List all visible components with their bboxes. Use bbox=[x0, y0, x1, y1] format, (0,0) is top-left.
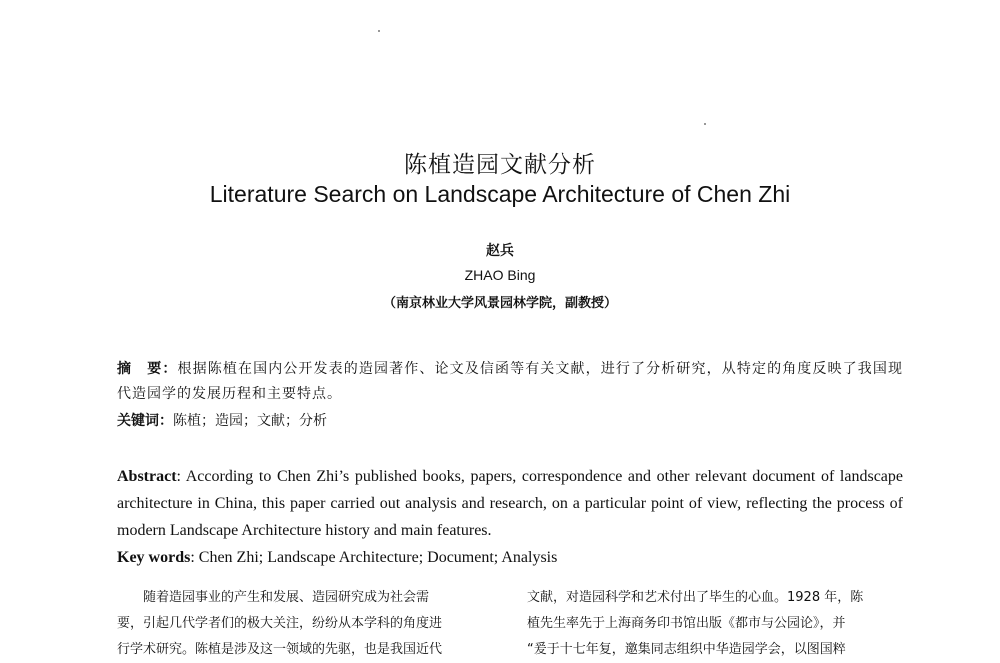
abstract-chinese bbox=[117, 357, 903, 407]
author-affiliation: （南京林业大学风景园林学院，副教授） bbox=[382, 296, 617, 311]
abstract-english-text: : According to Chen Zhi’s published books, papers, correspondence and other relevant document of landscape architecture in China, this paper carried out analysis and research, on a particular point of view, reflecting the process of modern Landscape Architecture history and main features. bbox=[117, 468, 903, 539]
scan-speck bbox=[378, 30, 380, 32]
abstract-english-label: Abstract bbox=[117, 468, 177, 485]
paper-title-english: Literature Search on Landscape Architecture of Chen Zhi bbox=[209, 181, 791, 207]
abstract-chinese-label: 摘 要： bbox=[117, 361, 178, 377]
author-name-chinese: 赵兵 bbox=[486, 243, 514, 259]
keywords-chinese-label: 关键词： bbox=[117, 413, 173, 429]
body-line: 行学术研究。陈植是涉及这一领域的先驱，也是我国近代 bbox=[117, 642, 443, 657]
body-column-right bbox=[527, 585, 903, 663]
keywords-english bbox=[117, 544, 903, 571]
scan-speck bbox=[704, 123, 706, 125]
paper-title-chinese: 陈植造园文献分析 bbox=[404, 152, 596, 178]
body-line: 文献，对造园科学和艺术付出了毕生的心血。1928 年，陈 bbox=[527, 590, 864, 605]
keywords-chinese bbox=[117, 409, 903, 434]
keywords-chinese-text: 陈植；造园；文献；分析 bbox=[173, 413, 327, 429]
body-line: 要，引起几代学者们的极大关注，纷纷从本学科的角度进 bbox=[117, 616, 443, 631]
abstract-english bbox=[117, 463, 903, 544]
author-name-english: ZHAO Bing bbox=[464, 267, 536, 283]
body-line: 植先生率先于上海商务印书馆出版《都市与公园论》，并 bbox=[527, 616, 846, 631]
body-column-left bbox=[117, 585, 493, 663]
keywords-english-label: Key words bbox=[117, 549, 191, 566]
abstract-chinese-text: 根据陈植在国内公开发表的造园著作、论文及信函等有关文献，进行了分析研究，从特定的角度反映了我国现代造园学的发展历程和主要特点。 bbox=[117, 361, 904, 402]
body-line: “爰于十七年复，邀集同志组织中华造园学会，以图国粹 bbox=[527, 642, 846, 657]
keywords-english-text: : Chen Zhi; Landscape Architecture; Document; Analysis bbox=[190, 549, 558, 566]
body-line: 随着造园事业的产生和发展、造园研究成为社会需 bbox=[117, 590, 430, 605]
